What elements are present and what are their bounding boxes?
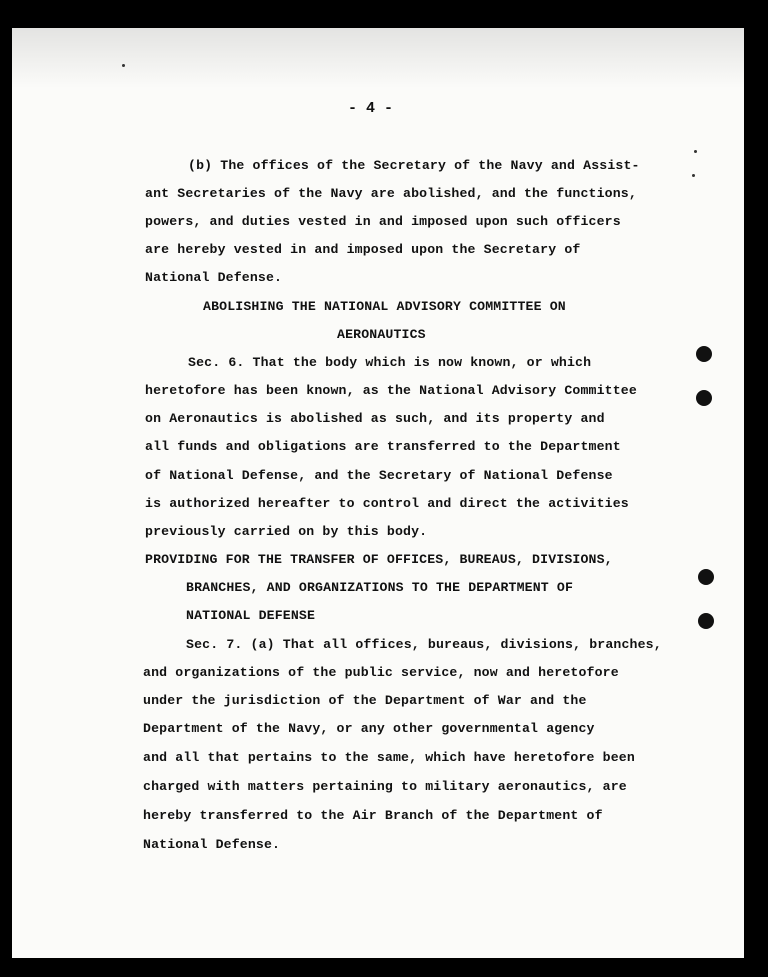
section-7-line: Sec. 7. (a) That all offices, bureaus, divisions, branches,	[186, 637, 662, 652]
paragraph-b-line: are hereby vested in and imposed upon the Secretary of	[145, 242, 581, 257]
section-heading-line: NATIONAL DEFENSE	[186, 608, 316, 623]
section-7-line: National Defense.	[143, 837, 281, 852]
section-6-line: Sec. 6. That the body which is now known, or which	[188, 355, 592, 370]
section-6-line: previously carried on by this body.	[145, 524, 428, 539]
paragraph-b-line: powers, and duties vested in and imposed upon such officers	[145, 214, 621, 229]
section-6-line: is authorized hereafter to control and direct the activities	[145, 496, 629, 511]
punch-hole-icon	[698, 569, 714, 585]
scan-edge	[12, 28, 744, 88]
section-7-line: under the jurisdiction of the Department of War and the	[143, 693, 587, 708]
section-6-line: all funds and obligations are transferred to the Department	[145, 439, 621, 454]
scan-speck	[122, 64, 125, 67]
section-heading-line: BRANCHES, AND ORGANIZATIONS TO THE DEPARTMENT OF	[186, 580, 574, 595]
section-7-line: charged with matters pertaining to military aeronautics, are	[143, 779, 627, 794]
section-7-line: Department of the Navy, or any other governmental agency	[143, 721, 595, 736]
paragraph-b-line: National Defense.	[145, 270, 283, 285]
page-number: - 4 -	[348, 100, 394, 117]
section-7-line: and organizations of the public service, now and heretofore	[143, 665, 619, 680]
section-7-line: and all that pertains to the same, which have heretofore been	[143, 750, 635, 765]
document-page	[12, 28, 744, 958]
section-6-line: heretofore has been known, as the National Advisory Committee	[145, 383, 637, 398]
paragraph-b-line: ant Secretaries of the Navy are abolished, and the functions,	[145, 186, 637, 201]
punch-hole-icon	[696, 346, 712, 362]
section-heading-line: PROVIDING FOR THE TRANSFER OF OFFICES, BUREAUS, DIVISIONS,	[145, 552, 613, 567]
paragraph-b-line: (b) The offices of the Secretary of the Navy and Assist-	[188, 158, 640, 173]
section-7-line: hereby transferred to the Air Branch of the Department of	[143, 808, 603, 823]
section-heading-line: AERONAUTICS	[337, 327, 426, 342]
punch-hole-icon	[698, 613, 714, 629]
section-heading-line: ABOLISHING THE NATIONAL ADVISORY COMMITTEE ON	[203, 299, 566, 314]
scan-speck	[692, 174, 695, 177]
scan-speck	[694, 150, 697, 153]
section-6-line: of National Defense, and the Secretary of National Defense	[145, 468, 613, 483]
punch-hole-icon	[696, 390, 712, 406]
section-6-line: on Aeronautics is abolished as such, and its property and	[145, 411, 605, 426]
